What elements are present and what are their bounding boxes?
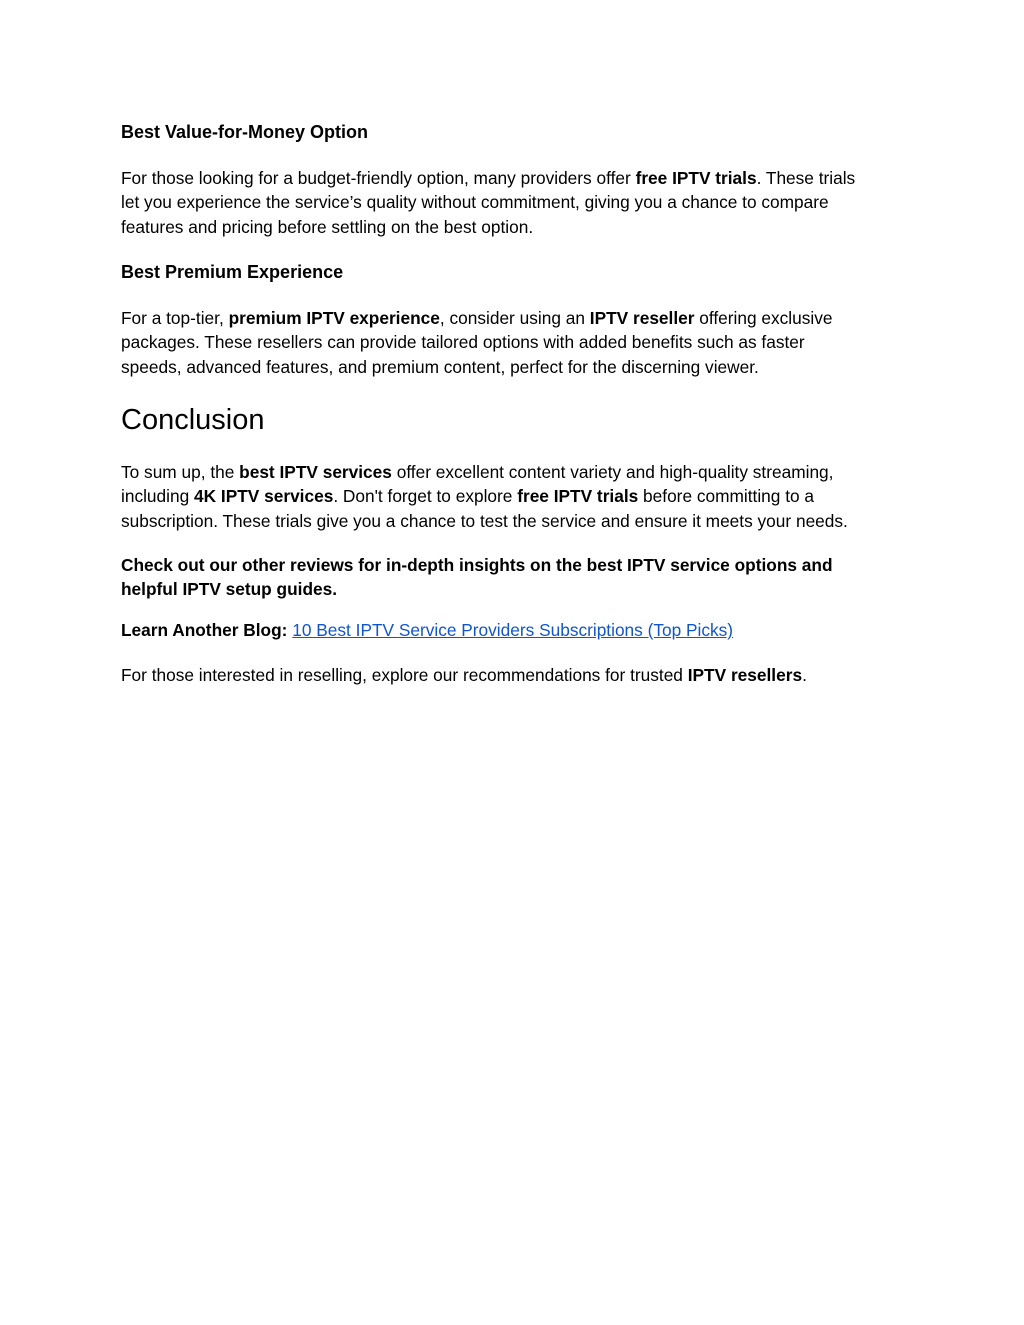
paragraph-line — [121, 460, 911, 484]
text-run: offer excellent content variety and high-quality streaming, — [391, 462, 834, 482]
bold-best-iptv-services: best IPTV services — [239, 462, 392, 482]
paragraph-line: packages. These resellers can provide tailored options with added benefits such as faster — [121, 332, 805, 353]
bold-free-iptv-trials: free IPTV trials — [635, 168, 757, 188]
text-run: before committing to a — [638, 486, 815, 507]
paragraph-line: Check out our other reviews for in-depth insights on the best IPTV service options and — [121, 555, 833, 575]
text-run: For those looking for a budget-friendly option, many providers offer — [121, 168, 636, 188]
bold-iptv-reseller: IPTV reseller — [589, 308, 695, 328]
heading-best-premium: Best Premium Experience — [121, 262, 344, 282]
paragraph-line: helpful IPTV setup guides. — [121, 579, 338, 600]
text-run: For a top-tier, — [121, 308, 229, 328]
text-run: . — [802, 665, 807, 685]
bold-premium-iptv-experience: premium IPTV experience — [228, 308, 440, 328]
text-run: To sum up, the — [121, 462, 240, 482]
paragraph-line: let you experience the service’s quality without commitment, giving you a chance to compare — [121, 192, 829, 213]
paragraph-line: features and pricing before settling on the best option. — [121, 216, 534, 237]
paragraph-best-premium — [121, 306, 911, 379]
paragraph-resellers — [121, 663, 911, 687]
bold-iptv-resellers: IPTV resellers — [687, 665, 803, 685]
paragraph-conclusion — [121, 460, 911, 533]
paragraph-line — [121, 484, 911, 508]
text-run: offering exclusive — [694, 308, 833, 328]
learn-another-blog — [121, 618, 911, 642]
heading-best-value: Best Value-for-Money Option — [121, 122, 369, 142]
paragraph-line: subscription. These trials give you a chance to test the service and ensure it meets your needs. — [121, 510, 848, 531]
paragraph-line: speeds, advanced features, and premium content, perfect for the discerning viewer. — [121, 356, 759, 377]
paragraph-line — [121, 306, 911, 330]
bold-free-iptv-trials: free IPTV trials — [517, 486, 639, 507]
blog-link[interactable]: 10 Best IPTV Service Providers Subscriptions (Top Picks) — [292, 620, 734, 640]
bold-4k-iptv-services: 4K IPTV services — [194, 486, 334, 507]
paragraph-line — [121, 166, 911, 190]
paragraph-line — [121, 663, 911, 687]
text-run: , consider using an — [439, 308, 590, 328]
text-run: including — [121, 486, 195, 507]
text-run: For those interested in reselling, explore our recommendations for trusted — [121, 665, 688, 685]
text-run: . These trials — [756, 168, 856, 188]
text-run: . Don't forget to explore — [333, 486, 518, 507]
learn-label: Learn Another Blog: — [121, 620, 288, 640]
callout-other-reviews — [121, 553, 911, 602]
heading-conclusion: Conclusion — [121, 404, 265, 436]
paragraph-best-value — [121, 166, 911, 239]
paragraph-line — [121, 618, 911, 642]
